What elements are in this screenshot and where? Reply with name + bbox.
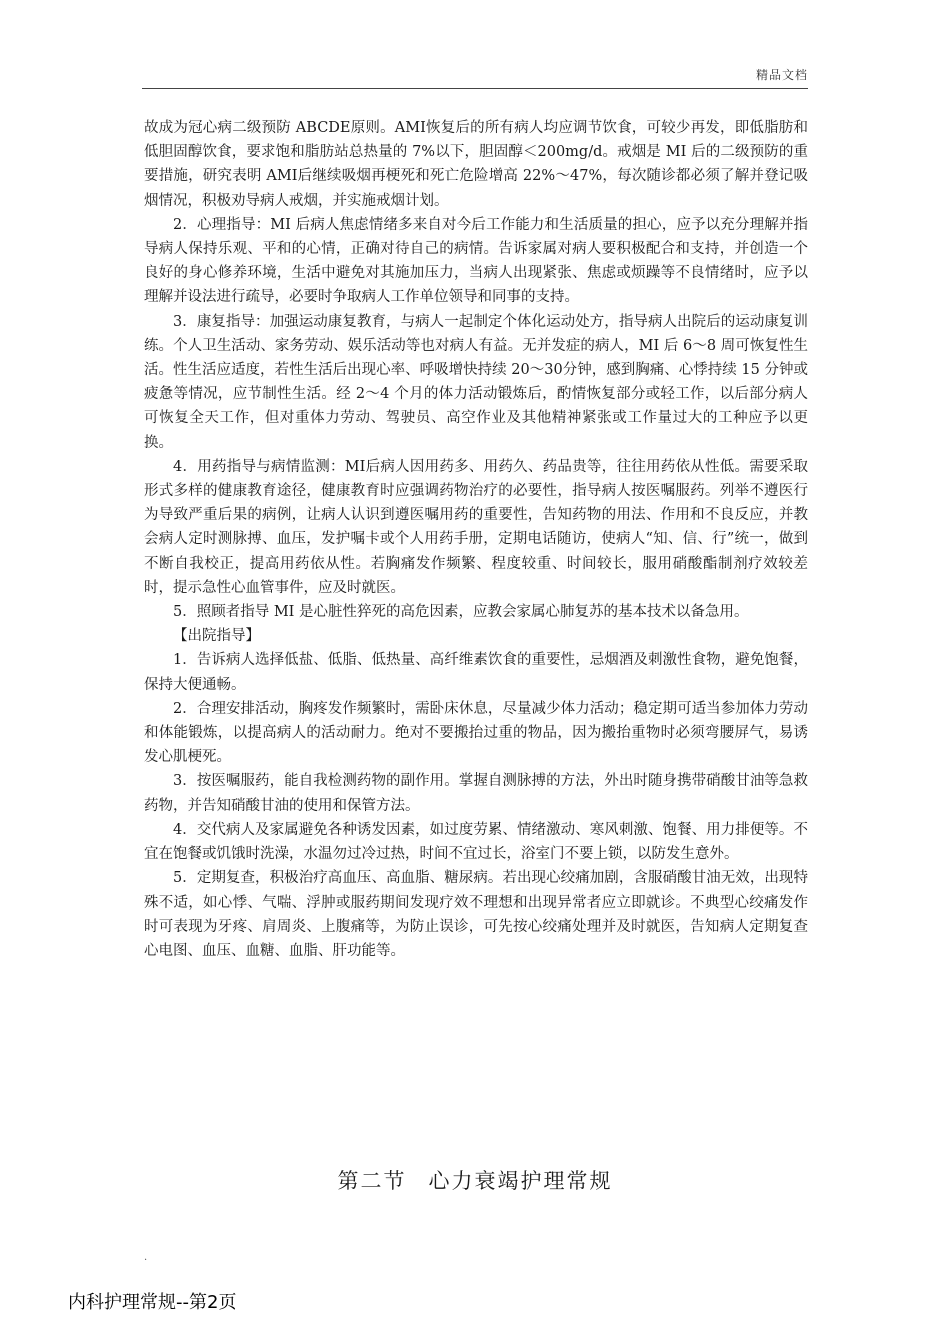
discharge-heading: 【出院指导】 (173, 628, 260, 645)
discharge-item: 2．合理安排活动，胸疼发作频繁时，需卧床休息，尽量减少体力活动；稳定期可适当参加体力劳动和体能锻炼，以提高病人的活动耐力。绝对不要搬抬过重的物品，因为搬抬重物时必须弯腰屏气，易诱发心肌梗死。 (144, 700, 808, 766)
page-footer-label: 内科护理常规--第2页 (68, 1292, 237, 1313)
discharge-item: 5．定期复查，积极治疗高血压、高血脂、糖尿病。若出现心绞痛加剧，含服硝酸甘油无效，出现特殊不适，如心悸、气喘、浮肿或服药期间发现疗效不理想和出现异常者应立即就诊。不典型心绞痛发作时可表现为牙疼、肩周炎、上腹痛等，为防止误诊，可先按心绞痛处理并及时就医，告知病人定期复查心电图、血压、血糖、血脂、肝功能等。 (144, 870, 808, 959)
page-header-label: 精品文档 (755, 68, 808, 82)
discharge-item: 1．告诉病人选择低盐、低脂、低热量、高纤维素饮食的重要性，忌烟酒及刺激性食物，避免饱餐，保持大便通畅。 (144, 652, 808, 693)
paragraph-caregiver-guidance: 5．照顾者指导 MI 是心脏性猝死的高危因素，应教会家属心肺复苏的基本技术以备急用。 (173, 604, 749, 621)
paragraph-rehab-guidance: 3．康复指导：加强运动康复教育，与病人一起制定个体化运动处方，指导病人出院后的运动康复训练。个人卫生活动、家务劳动、娱乐活动等也对病人有益。无并发症的病人，MI 后 6～8 周可恢复性生活。性生活应适度，若性生活后出现心率、呼吸增快持续 20～30分钟，感到胸痛、心悸持续 15 分钟或疲惫等情况，应节制性生活。经 2～4 个月的体力活动锻炼后，酌情恢复部分或轻工作，以后部分病人可恢复全天工作，但对重体力劳动、驾驶员、高空作业及其他精神紧张或工作量过大的工种应予以更换。 (144, 313, 808, 451)
chapter-section-title: 心力衰竭护理常规 (428, 1169, 613, 1193)
paragraph-psych-guidance: 2．心理指导：MI 后病人焦虑情绪多来自对今后工作能力和生活质量的担心，应予以充分理解并指导病人保持乐观、平和的心情，正确对待自己的病情。告诉家属对病人要积极配合和支持，并创造一个良好的身心修养环境，生活中避免对其施加压力，当病人出现紧张、焦虑或烦躁等不良情绪时，应予以理解并设法进行疏导，必要时争取病人工作单位领导和同事的支持。 (144, 216, 808, 306)
discharge-item: 3．按医嘱服药，能自我检测药物的副作用。掌握自测脉搏的方法，外出时随身携带硝酸甘油等急救药物，并告知硝酸甘油的使用和保管方法。 (144, 773, 808, 814)
chapter-title (0, 1165, 950, 1195)
paragraph-abcde: 故成为冠心病二级预防 ABCDE原则。AMI恢复后的所有病人均应调节饮食，可较少再发，即低脂肪和低胆固醇饮食，要求饱和脂肪站总热量的 7%以下，胆固醇＜200mg/d。戒烟是 MI 后的二级预防的重要措施，研究表明 AMI后继续吸烟再梗死和死亡危险增高 22%～47%，每次随诊都必须了解并登记吸烟情况，积极劝导病人戒烟，并实施戒烟计划。 (144, 120, 808, 209)
document-body (144, 116, 808, 963)
paragraph-medication-guidance: 4．用药指导与病情监测：MI后病人因用药多、用药久、药品贵等，往往用药依从性低。需要采取形式多样的健康教育途径，健康教育时应强调药物治疗的必要性，指导病人按医嘱服药。列举不遵医行为导致严重后果的病例，让病人认识到遵医嘱用药的重要性，告知药物的用法、作用和不良反应，并教会病人定时测脉搏、血压，发护嘱卡或个人用药手册，定期电话随访，使病人“知、信、行”统一，做到不断自我校正，提高用药依从性。若胸痛发作频繁、程度较重、时间较长，服用硝酸酯制剂疗效较差时，提示急性心血管事件，应及时就医。 (144, 458, 808, 596)
discharge-item: 4．交代病人及家属避免各种诱发因素，如过度劳累、情绪激动、寒风刺激、饱餐、用力排便等。不宜在饱餐或饥饿时洗澡，水温勿过冷过热，时间不宜过长，浴室门不要上锁，以防发生意外。 (144, 821, 808, 863)
chapter-section-number: 第二节 (337, 1169, 407, 1193)
header-divider (142, 88, 808, 89)
page-marker: . (144, 1252, 148, 1263)
